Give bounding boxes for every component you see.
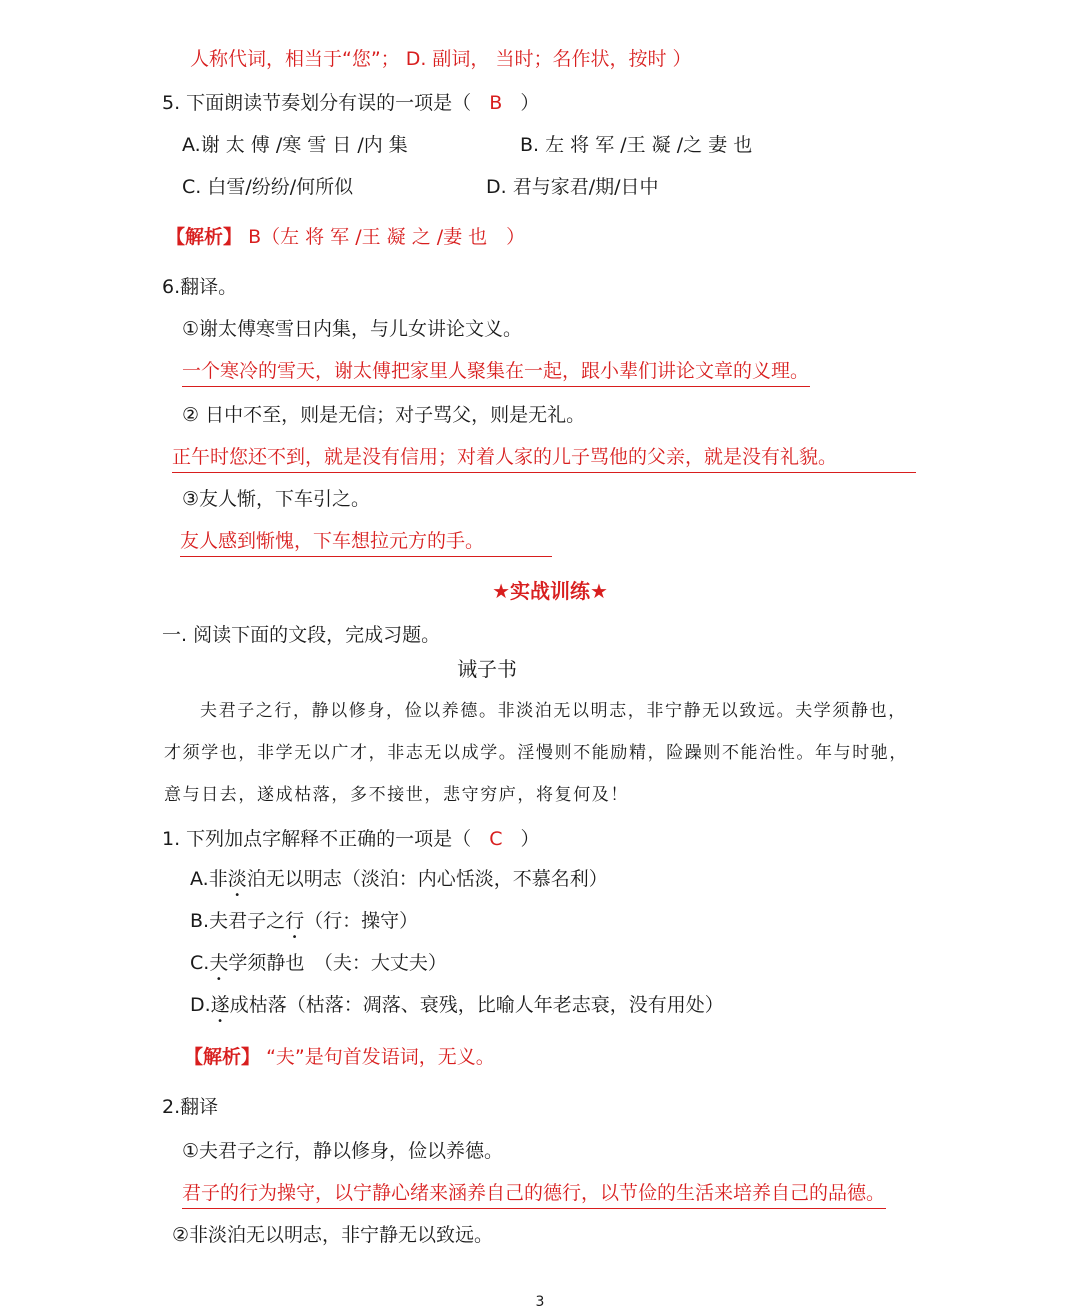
part-question-1-answer: C — [489, 828, 503, 850]
dotted-char: 行 — [285, 910, 305, 932]
question-5 — [162, 90, 539, 116]
part-question-1-analysis — [184, 1044, 495, 1070]
analysis-text: B（左 将 军 /王 凝 之 /妻 也 ） — [248, 226, 526, 248]
part-question-1-prompt: 1. 下列加点字解释不正确的一项是（ — [162, 828, 472, 850]
question-6-translation-3: 友人感到惭愧，下车想拉元方的手。 — [180, 528, 552, 557]
question-5-analysis — [166, 224, 525, 250]
section-heading: ★实战训练★ — [492, 579, 608, 603]
analysis-text: “夫”是句首发语词，无义。 — [266, 1046, 495, 1068]
dotted-char: 夫 — [209, 952, 229, 974]
part-question-2-source-1: ①夫君子之行，静以修身，俭以养德。 — [182, 1140, 504, 1162]
question-5-suffix: ） — [520, 92, 540, 114]
analysis-tag: 【解析】 — [166, 226, 243, 248]
question-5-prompt: 5. 下面朗读节奏划分有误的一项是（ — [162, 92, 472, 114]
question-6-title: 6.翻译。 — [162, 276, 238, 298]
part-1-instruction: 一. 阅读下面的文段，完成习题。 — [162, 624, 441, 646]
part-question-2-title: 2.翻译 — [162, 1096, 219, 1118]
dotted-char: 淡 — [227, 868, 247, 890]
question-6-translation-1: 一个寒冷的雪天，谢太傅把家里人聚集在一起，跟小辈们讲论文章的义理。 — [182, 358, 810, 387]
part-question-2-translation-1: 君子的行为操守，以宁静心绪来涵养自己的德行，以节俭的生活来培养自己的品德。 — [182, 1180, 886, 1209]
part-question-1-option-a: A.非淡泊无以明志（淡泊：内心恬淡，不慕名利） — [190, 868, 608, 890]
passage-line-3: 意与日去，遂成枯落，多不接世，悲守穷庐，将复何及！ — [164, 785, 629, 805]
question-5-option-a: A.谢 太 傅 /寒 雪 日 /内 集 — [182, 134, 408, 156]
top-answer-line: 人称代词，相当于“您”； D. 副词， 当时；名作状，按时 ） — [190, 48, 692, 70]
page-number: 3 — [535, 1294, 545, 1310]
dotted-char: 遂 — [210, 994, 230, 1016]
question-6-translation-2: 正午时您还不到，就是没有信用；对着人家的儿子骂他的父亲，就是没有礼貌。 — [172, 444, 916, 473]
question-6-source-1: ①谢太傅寒雪日内集，与儿女讲论文义。 — [182, 318, 523, 340]
part-question-1-option-c: C.夫学须静也 （夫：大丈夫） — [190, 952, 447, 974]
question-6-source-3: ③友人惭，下车引之。 — [182, 488, 371, 510]
question-5-option-c: C. 白雪/纷纷/何所似 — [182, 176, 354, 198]
question-5-answer: B — [489, 92, 503, 114]
question-6-source-2: ② 日中不至，则是无信；对子骂父，则是无礼。 — [182, 404, 586, 426]
passage-line-2: 才须学也，非学无以广才，非志无以成学。淫慢则不能励精，险躁则不能治性。年与时驰， — [164, 743, 908, 763]
part-question-1-option-b: B.夫君子之行（行：操守） — [190, 910, 419, 932]
part-question-1-suffix: ） — [520, 828, 540, 850]
part-question-1 — [162, 826, 540, 852]
part-question-1-option-d: D.遂成枯落（枯落：凋落、衰残，比喻人年老志衰，没有用处） — [190, 994, 724, 1016]
question-5-option-d: D. 君与家君/期/日中 — [486, 176, 659, 198]
passage-title: 诫子书 — [457, 657, 517, 681]
analysis-tag: 【解析】 — [184, 1046, 261, 1068]
question-5-option-b: B. 左 将 军 /王 凝 /之 妻 也 — [520, 134, 753, 156]
part-question-2-source-2: ②非淡泊无以明志，非宁静无以致远。 — [172, 1224, 494, 1246]
passage-line-1: 夫君子之行，静以修身，俭以养德。非淡泊无以明志，非宁静无以致远。夫学须静也， — [200, 701, 907, 721]
